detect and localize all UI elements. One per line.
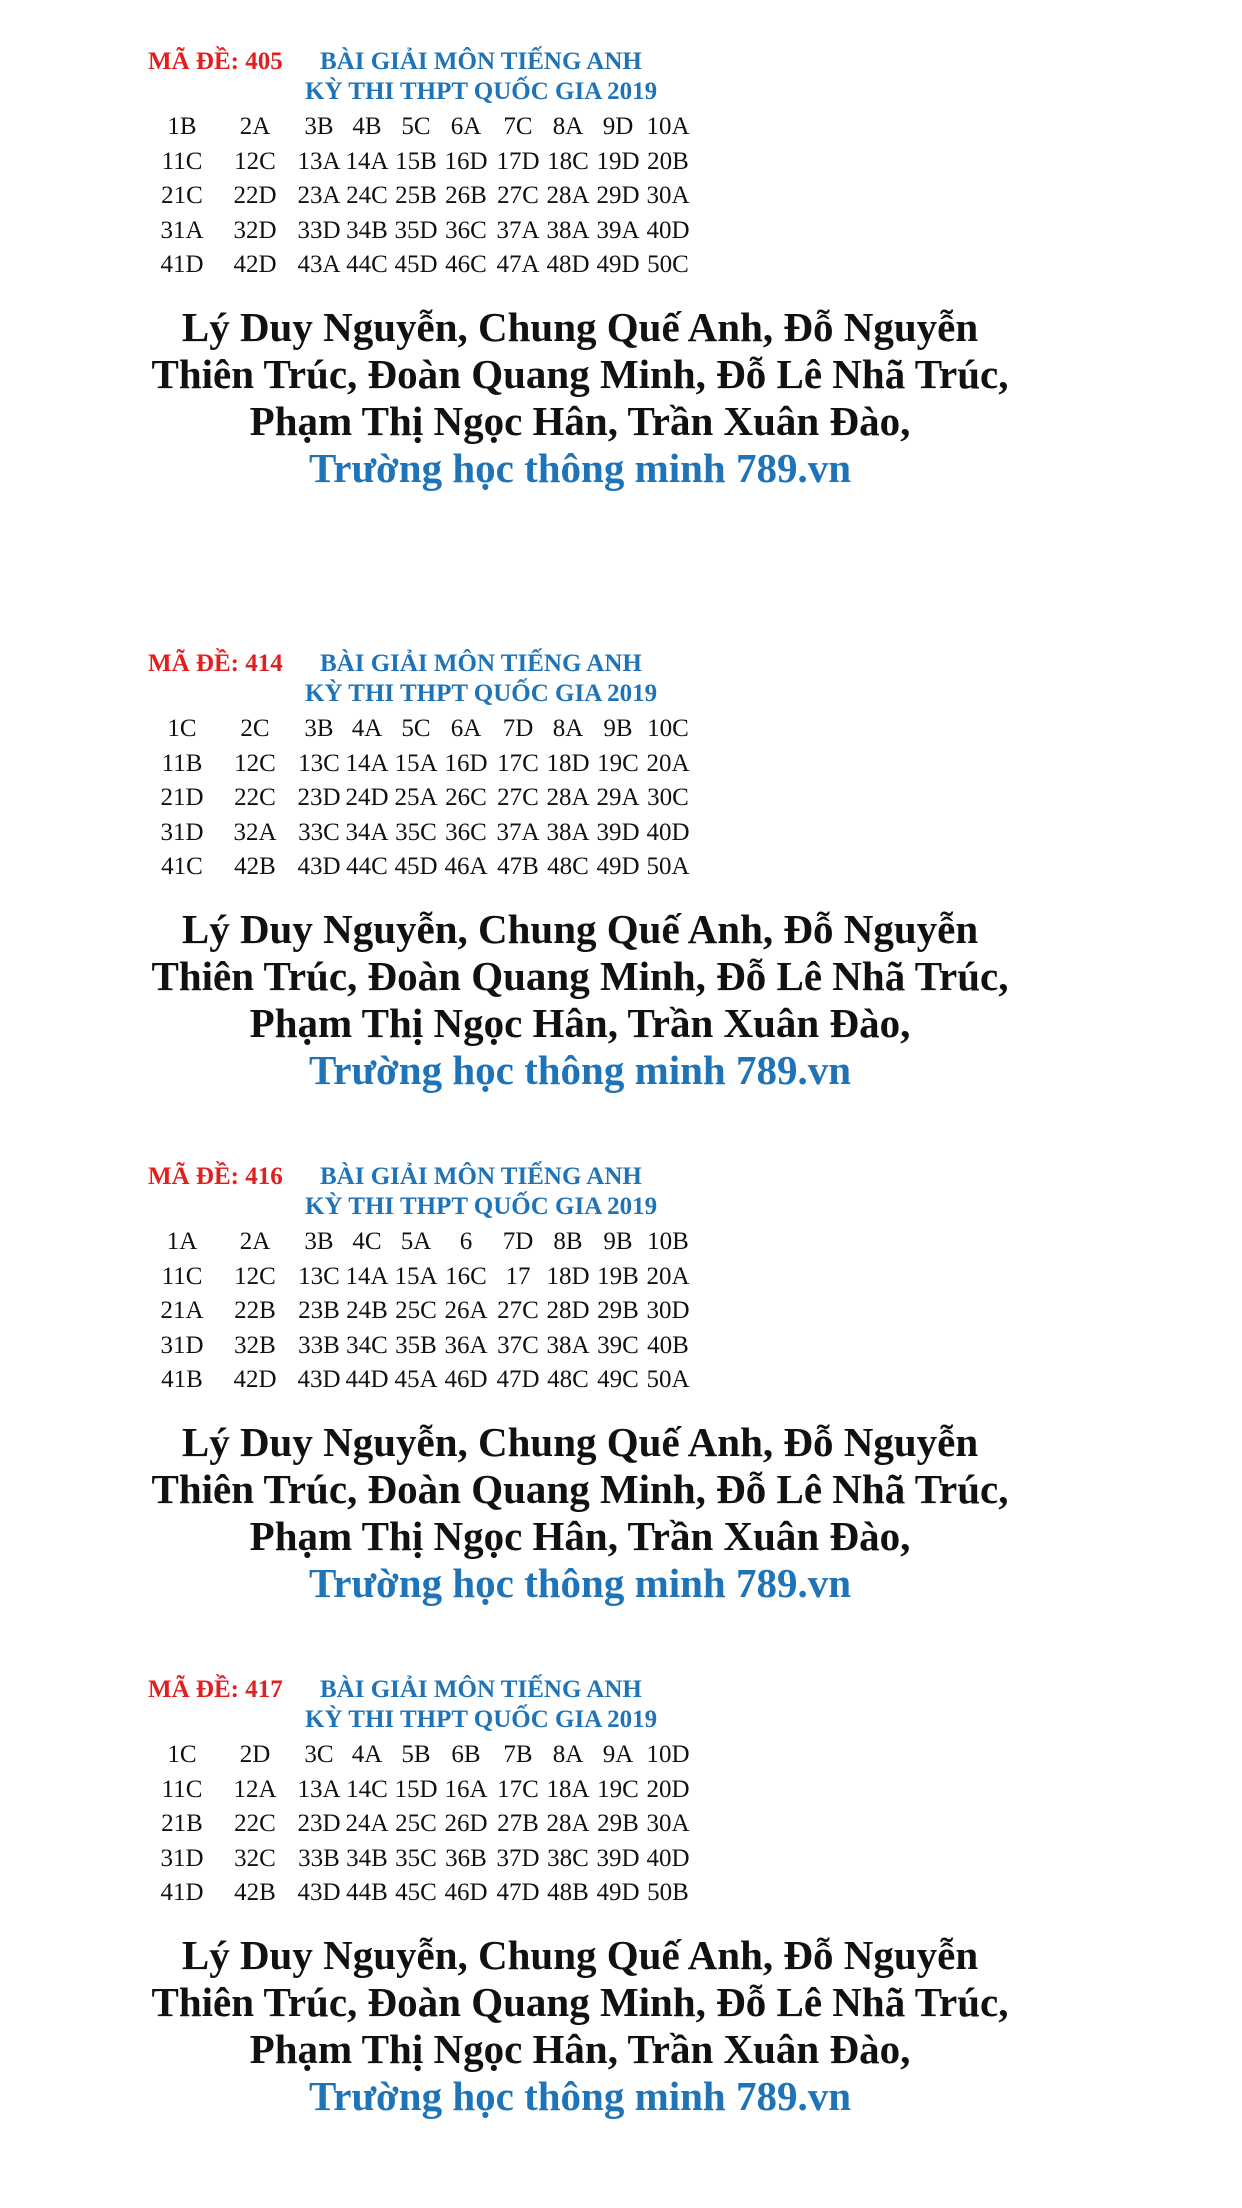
answer-cell: 38A (546, 1331, 590, 1359)
answer-cell: 1C (167, 715, 197, 742)
answer-row (148, 747, 708, 782)
answer-cell: 37A (496, 818, 540, 846)
answer-cell: 26A (444, 1297, 488, 1324)
answer-cell: 7B (503, 1741, 533, 1768)
answer-cell: 35B (395, 1331, 437, 1359)
answer-cell: 10C (647, 715, 689, 742)
answer-cell: 37D (496, 1844, 540, 1872)
answer-cell: 36C (445, 216, 487, 244)
answer-cell: 47A (496, 251, 540, 278)
answer-cell: 50B (647, 1879, 689, 1906)
answer-cell: 3B (304, 1228, 334, 1255)
answer-cell: 42D (233, 1366, 277, 1393)
answer-cell: 21A (160, 1297, 204, 1324)
section-title: BÀI GIẢI MÔN TIẾNG ANH (320, 48, 642, 75)
answer-cell: 41B (161, 1366, 203, 1393)
answer-cell: 7D (502, 715, 534, 742)
answer-row (148, 110, 708, 145)
answer-cell: 49D (596, 853, 640, 880)
answer-grid (148, 1225, 708, 1398)
answer-cell: 49C (597, 1366, 639, 1393)
answer-row (148, 781, 708, 816)
answer-cell: 27B (497, 1810, 539, 1837)
answer-cell: 9D (602, 113, 634, 140)
answer-cell: 35C (395, 818, 437, 846)
answer-cell: 48D (546, 251, 590, 278)
answer-cell: 12C (234, 749, 276, 777)
answer-cell: 30A (646, 1810, 690, 1837)
answer-cell: 49D (596, 251, 640, 278)
credits (0, 906, 1160, 1094)
site-line: Trường học thông minh 789.vn (308, 2073, 852, 2119)
answer-cell: 25C (395, 1810, 437, 1837)
answer-cell: 50C (647, 251, 689, 278)
credit-line: Lý Duy Nguyễn, Chung Quế Anh, Đỗ Nguyễn (181, 1419, 979, 1465)
answer-cell: 39D (596, 1844, 640, 1872)
credit-line: Thiên Trúc, Đoàn Quang Minh, Đỗ Lê Nhã Trúc, (151, 1466, 1009, 1512)
answer-cell: 3C (304, 1741, 334, 1768)
answer-cell: 50A (646, 1366, 690, 1393)
answer-row (148, 850, 708, 885)
answer-cell: 45A (394, 1366, 438, 1393)
answer-cell: 21D (160, 784, 204, 811)
answer-cell: 46D (444, 1366, 488, 1393)
answer-cell: 9A (602, 1741, 634, 1768)
answer-cell: 36C (445, 818, 487, 846)
answer-cell: 35C (395, 1844, 437, 1872)
answer-cell: 14A (345, 749, 389, 777)
answer-cell: 21B (161, 1810, 203, 1837)
answer-cell: 46D (444, 1879, 488, 1906)
answer-cell: 30D (646, 1297, 690, 1324)
answer-cell: 34A (345, 818, 389, 846)
answer-row (148, 1807, 708, 1842)
answer-cell: 6 (459, 1228, 473, 1255)
answer-cell: 39C (597, 1331, 639, 1359)
answer-cell: 15A (394, 1262, 438, 1290)
answer-cell: 18C (547, 147, 589, 175)
answer-cell: 6A (450, 113, 482, 140)
answer-cell: 17C (497, 749, 539, 777)
answer-cell: 34B (346, 216, 388, 244)
answer-cell: 12C (234, 1262, 276, 1290)
answer-cell: 1A (166, 1228, 198, 1255)
answer-cell: 32C (234, 1844, 276, 1872)
answer-cell: 6B (451, 1741, 481, 1768)
answer-cell: 2D (239, 1741, 271, 1768)
answer-row (148, 712, 708, 747)
answer-cell: 47B (497, 853, 539, 880)
answer-cell: 19B (597, 1262, 639, 1290)
credit-line: Thiên Trúc, Đoàn Quang Minh, Đỗ Lê Nhã Trúc, (151, 953, 1009, 999)
answer-cell: 14A (345, 1262, 389, 1290)
answer-cell: 27C (497, 182, 539, 209)
answer-cell: 42B (234, 853, 276, 880)
answer-row (148, 1876, 708, 1911)
answer-row (148, 145, 708, 180)
section-title: BÀI GIẢI MÔN TIẾNG ANH (320, 1676, 642, 1703)
answer-cell: 16C (445, 1262, 487, 1290)
answer-cell: 35D (394, 216, 438, 244)
answer-cell: 30A (646, 182, 690, 209)
credit-line: Phạm Thị Ngọc Hân, Trần Xuân Đào, (249, 2026, 911, 2072)
answer-cell: 45C (395, 1879, 437, 1906)
answer-cell: 40D (646, 1844, 690, 1872)
answer-cell: 7D (502, 1228, 534, 1255)
answer-cell: 27C (497, 784, 539, 811)
answer-cell: 2A (239, 1228, 271, 1255)
answer-cell: 12C (234, 147, 276, 175)
answer-cell: 31D (160, 1844, 204, 1872)
answer-cell: 26D (444, 1810, 488, 1837)
answer-cell: 1C (167, 1741, 197, 1768)
answer-cell: 37C (497, 1331, 539, 1359)
answer-cell: 24B (346, 1297, 388, 1324)
site-line: Trường học thông minh 789.vn (308, 445, 852, 491)
answer-grid (148, 1738, 708, 1911)
exam-code-label: MÃ ĐỀ: 416 (148, 1163, 283, 1190)
answer-row (148, 1842, 708, 1877)
answer-grid (148, 712, 708, 885)
answer-cell: 2C (240, 715, 270, 742)
answer-cell: 26B (445, 182, 487, 209)
answer-cell: 5C (401, 715, 431, 742)
credit-line: Phạm Thị Ngọc Hân, Trần Xuân Đào, (249, 1000, 911, 1046)
answer-cell: 3B (304, 715, 334, 742)
answer-cell: 30C (647, 784, 689, 811)
answer-cell: 13A (297, 147, 341, 175)
answer-cell: 40B (647, 1331, 689, 1359)
answer-cell: 23B (298, 1297, 340, 1324)
answer-cell: 33B (298, 1331, 340, 1359)
answer-cell: 20A (646, 1262, 690, 1290)
answer-cell: 4B (352, 113, 382, 140)
answer-cell: 11B (161, 749, 203, 777)
answer-cell: 33C (298, 818, 340, 846)
answer-row (148, 214, 708, 249)
answer-cell: 3B (304, 113, 334, 140)
answer-cell: 8B (553, 1228, 583, 1255)
answer-cell: 7C (503, 113, 533, 140)
answer-cell: 16D (444, 147, 488, 175)
answer-cell: 13C (298, 749, 340, 777)
answer-cell: 41D (160, 251, 204, 278)
section-subtitle: KỲ THI THPT QUỐC GIA 2019 (305, 680, 658, 707)
answer-cell: 48C (547, 1366, 589, 1393)
answer-cell: 16A (444, 1775, 488, 1803)
answer-cell: 46A (444, 853, 488, 880)
answer-cell: 39D (596, 818, 640, 846)
credit-line: Lý Duy Nguyễn, Chung Quế Anh, Đỗ Nguyễn (181, 1932, 979, 1978)
answer-cell: 4C (352, 1228, 382, 1255)
answer-cell: 32A (233, 818, 277, 846)
answer-cell: 6A (450, 715, 482, 742)
answer-row (148, 816, 708, 851)
site-line: Trường học thông minh 789.vn (308, 1047, 852, 1093)
section-title: BÀI GIẢI MÔN TIẾNG ANH (320, 650, 642, 677)
answer-cell: 48C (547, 853, 589, 880)
credit-line: Thiên Trúc, Đoàn Quang Minh, Đỗ Lê Nhã Trúc, (151, 1979, 1009, 2025)
answer-cell: 17C (497, 1775, 539, 1803)
answer-cell: 11C (161, 147, 203, 175)
credit-line: Phạm Thị Ngọc Hân, Trần Xuân Đào, (249, 1513, 911, 1559)
answer-cell: 22D (233, 182, 277, 209)
exam-code-label: MÃ ĐỀ: 417 (148, 1676, 283, 1703)
answer-cell: 19D (596, 147, 640, 175)
answer-cell: 17 (505, 1262, 531, 1290)
answer-cell: 41D (160, 1879, 204, 1906)
answer-cell: 16D (444, 749, 488, 777)
answer-cell: 29B (597, 1297, 639, 1324)
answer-row (148, 1225, 708, 1260)
answer-cell: 33D (297, 216, 341, 244)
section-subtitle: KỲ THI THPT QUỐC GIA 2019 (305, 78, 658, 105)
answer-cell: 5A (400, 1228, 432, 1255)
answer-cell: 17D (496, 147, 540, 175)
answer-cell: 24C (346, 182, 388, 209)
answer-cell: 44D (345, 1366, 389, 1393)
answer-cell: 49D (596, 1879, 640, 1906)
credit-line: Phạm Thị Ngọc Hân, Trần Xuân Đào, (249, 398, 911, 444)
answer-cell: 29A (596, 784, 640, 811)
exam-code-label: MÃ ĐỀ: 414 (148, 650, 283, 677)
site-line: Trường học thông minh 789.vn (308, 1560, 852, 1606)
answer-row (148, 1363, 708, 1398)
answer-cell: 19C (597, 1775, 639, 1803)
answer-cell: 44C (346, 853, 388, 880)
answer-cell: 25B (395, 182, 437, 209)
answer-row (148, 1738, 708, 1773)
answer-cell: 13C (298, 1262, 340, 1290)
answer-cell: 23D (297, 1810, 341, 1837)
answer-cell: 21C (161, 182, 203, 209)
answer-cell: 44C (346, 251, 388, 278)
answer-cell: 5C (401, 113, 431, 140)
answer-cell: 44B (346, 1879, 388, 1906)
answer-cell: 39A (596, 216, 640, 244)
answer-cell: 20B (647, 147, 689, 175)
answer-cell: 28A (546, 182, 590, 209)
answer-cell: 34C (346, 1331, 388, 1359)
answer-cell: 45D (394, 251, 438, 278)
answer-cell: 10A (646, 113, 690, 140)
answer-cell: 12A (233, 1775, 277, 1803)
answer-cell: 22C (234, 784, 276, 811)
answer-cell: 36A (444, 1331, 488, 1359)
answer-cell: 41C (161, 853, 203, 880)
answer-cell: 2A (239, 113, 271, 140)
credits (0, 304, 1160, 492)
answer-cell: 5B (401, 1741, 431, 1768)
credit-line: Thiên Trúc, Đoàn Quang Minh, Đỗ Lê Nhã Trúc, (151, 351, 1009, 397)
answer-cell: 31D (160, 1331, 204, 1359)
answer-cell: 40D (646, 818, 690, 846)
answer-cell: 25A (394, 784, 438, 811)
answer-cell: 18D (546, 749, 590, 777)
answer-cell: 33B (298, 1844, 340, 1872)
section-subtitle: KỲ THI THPT QUỐC GIA 2019 (305, 1706, 658, 1733)
answer-cell: 18A (546, 1775, 590, 1803)
answer-cell: 34B (346, 1844, 388, 1872)
answer-cell: 47D (496, 1879, 540, 1906)
answer-cell: 9B (603, 1228, 633, 1255)
answer-cell: 36B (445, 1844, 487, 1872)
answer-row (148, 179, 708, 214)
answer-cell: 10B (647, 1228, 689, 1255)
answer-cell: 45D (394, 853, 438, 880)
credits (0, 1419, 1160, 1607)
answer-cell: 38A (546, 216, 590, 244)
answer-cell: 4A (351, 715, 383, 742)
answer-row (148, 248, 708, 283)
answer-cell: 43D (297, 1366, 341, 1393)
answer-cell: 1B (167, 113, 197, 140)
answer-row (148, 1294, 708, 1329)
answer-cell: 31A (160, 216, 204, 244)
answer-cell: 25C (395, 1297, 437, 1324)
answer-cell: 4A (351, 1741, 383, 1768)
answer-cell: 29D (596, 182, 640, 209)
credits (0, 1932, 1160, 2120)
answer-cell: 24D (345, 784, 389, 811)
answer-cell: 26C (445, 784, 487, 811)
answer-cell: 15A (394, 749, 438, 777)
answer-cell: 23A (297, 182, 341, 209)
answer-cell: 10D (646, 1741, 690, 1768)
answer-cell: 48B (547, 1879, 589, 1906)
answer-cell: 31D (160, 818, 204, 846)
answer-cell: 43D (297, 853, 341, 880)
exam-code-label: MÃ ĐỀ: 405 (148, 48, 283, 75)
answer-cell: 32D (233, 216, 277, 244)
section-subtitle: KỲ THI THPT QUỐC GIA 2019 (305, 1193, 658, 1220)
answer-cell: 15B (395, 147, 437, 175)
answer-cell: 18D (546, 1262, 590, 1290)
answer-cell: 43A (297, 251, 341, 278)
answer-cell: 27C (497, 1297, 539, 1324)
answer-cell: 23D (297, 784, 341, 811)
answer-cell: 9B (603, 715, 633, 742)
answer-cell: 43D (297, 1879, 341, 1906)
answer-cell: 40D (646, 216, 690, 244)
answer-row (148, 1329, 708, 1364)
answer-cell: 14C (346, 1775, 388, 1803)
answer-cell: 8A (552, 715, 584, 742)
answer-row (148, 1260, 708, 1295)
answer-cell: 20D (646, 1775, 690, 1803)
answer-cell: 8A (552, 113, 584, 140)
section-title: BÀI GIẢI MÔN TIẾNG ANH (320, 1163, 642, 1190)
answer-cell: 37A (496, 216, 540, 244)
answer-cell: 8A (552, 1741, 584, 1768)
answer-cell: 20A (646, 749, 690, 777)
answer-cell: 19C (597, 749, 639, 777)
answer-cell: 11C (161, 1262, 203, 1290)
answer-cell: 13A (297, 1775, 341, 1803)
answer-grid (148, 110, 708, 283)
answer-cell: 42B (234, 1879, 276, 1906)
answer-cell: 46C (445, 251, 487, 278)
answer-cell: 42D (233, 251, 277, 278)
credit-line: Lý Duy Nguyễn, Chung Quế Anh, Đỗ Nguyễn (181, 304, 979, 350)
answer-cell: 28A (546, 784, 590, 811)
credit-line: Lý Duy Nguyễn, Chung Quế Anh, Đỗ Nguyễn (181, 906, 979, 952)
answer-cell: 38A (546, 818, 590, 846)
answer-cell: 29B (597, 1810, 639, 1837)
answer-cell: 11C (161, 1775, 203, 1803)
answer-cell: 22C (234, 1810, 276, 1837)
answer-cell: 22B (234, 1297, 276, 1324)
answer-cell: 50A (646, 853, 690, 880)
answer-cell: 24A (345, 1810, 389, 1837)
answer-cell: 14A (345, 147, 389, 175)
answer-cell: 32B (234, 1331, 276, 1359)
answer-cell: 47D (496, 1366, 540, 1393)
answer-cell: 38C (547, 1844, 589, 1872)
answer-cell: 28A (546, 1810, 590, 1837)
answer-row (148, 1773, 708, 1808)
answer-cell: 28D (546, 1297, 590, 1324)
answer-cell: 15D (394, 1775, 438, 1803)
